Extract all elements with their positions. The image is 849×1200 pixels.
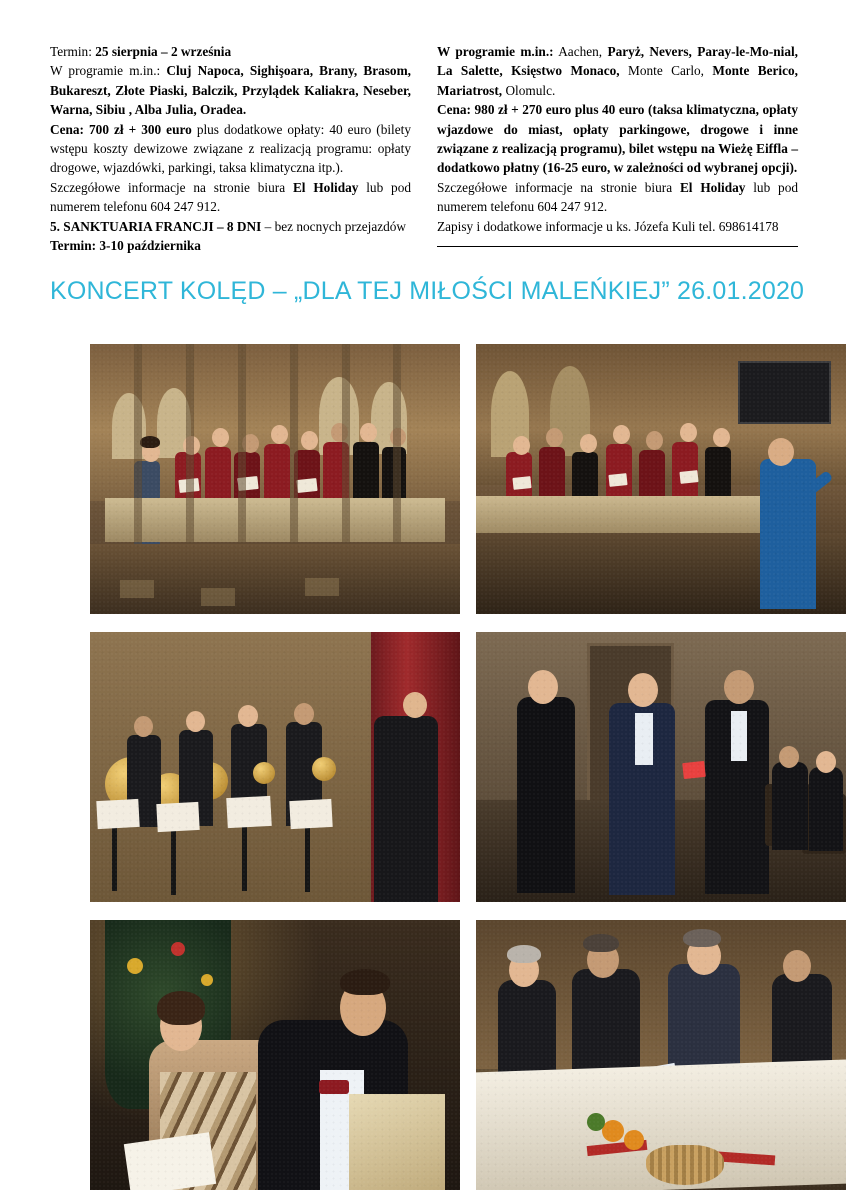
- left-column: [50, 42, 411, 255]
- photo-choir-wide: [90, 344, 460, 614]
- left-next-term-line: [50, 236, 411, 255]
- right-info-line: [437, 178, 798, 217]
- left-program-value: Cluj Napoca, Sighişoara, Brany, Brasom, Bukareszt, Złote Piaski, Balczik, Przylądek Kaliakra, Neseber, Warna, Sibiu , Alba Julia, Oradea.: [50, 63, 411, 118]
- right-info-pre: Szczegółowe informacje na stronie biura: [437, 179, 673, 195]
- left-price-label: Cena:: [50, 121, 84, 137]
- right-program-plain-c: Olomulc.: [505, 82, 556, 98]
- left-info-office: El Holiday: [292, 179, 359, 195]
- left-next-term-value: 3-10 października: [99, 238, 201, 254]
- left-price-line: [50, 120, 411, 178]
- left-price-rest: plus dodatkowe opłaty: 40 euro (bilety wstępu koszty dewizowe związane z realizacją programu: opłaty drogowe, wjazdówki, parkingi, taksa klimatyczna itp.).: [50, 121, 411, 176]
- left-next-trip-note: – bez nocnych przejazdów: [264, 218, 407, 234]
- left-term-line: [50, 42, 411, 61]
- left-term-label: Termin:: [50, 44, 92, 59]
- right-program-plain-b: Monte Carlo,: [628, 63, 704, 79]
- left-info-line: [50, 178, 411, 217]
- left-next-trip-title: 5. SANKTUARIA FRANCJI – 8 DNI: [50, 218, 262, 234]
- right-column: [437, 42, 798, 247]
- left-program-label: W programie m.in.:: [50, 63, 161, 79]
- photo-couple-gift: [90, 920, 460, 1190]
- right-info-post: lub pod numerem telefonu 604 247 912.: [437, 179, 798, 215]
- right-program-label: W programie m.in.:: [437, 44, 554, 59]
- section-heading: KONCERT KOLĘD – „DLA TEJ MIŁOŚCI MALEŃKIEJ” 26.01.2020: [50, 277, 805, 306]
- photo-choir-conductor: [476, 344, 846, 614]
- right-program-bold-c: Monte Berico, Mariatrost,: [437, 63, 799, 98]
- right-price-value: 980 zł + 270 euro plus 40 euro (taksa klimatyczna, opłaty wjazdowe do miast, opłaty parkingowe, drogowe i inne związane z realizacją programu), bilet wstępu na Wieżę Eiffla – dodatkowo płatny (16-25 euro, w zależności od wybranej opcji).: [437, 102, 798, 176]
- right-program-bold-b: Paryż, Nevers, Paray-le-Mo-nial, La Salette, Księstwo Monaco,: [437, 44, 799, 79]
- left-next-term-label: Termin:: [50, 238, 97, 254]
- right-info-office: El Holiday: [679, 179, 746, 195]
- right-price-label: Cena:: [437, 102, 471, 118]
- photo-guests-table: [476, 920, 846, 1190]
- left-price-value: 700 zł + 300 euro: [89, 121, 192, 137]
- left-info-pre: Szczegółowe informacje na stronie biura: [50, 179, 286, 195]
- left-info-post: lub pod numerem telefonu 604 247 912.: [50, 179, 411, 215]
- right-signup-line: Zapisy i dodatkowe informacje u ks. Józefa Kuli tel. 698614178: [437, 218, 779, 234]
- photo-grid: [50, 328, 799, 1174]
- right-price-line: [437, 100, 798, 178]
- photo-handshake: [476, 632, 846, 902]
- right-program-line: [437, 42, 798, 100]
- right-program-plain-a: Aachen,: [558, 44, 603, 59]
- left-next-trip-line: [50, 217, 411, 236]
- horizontal-rule: [437, 246, 798, 247]
- left-term-value: 25 sierpnia – 2 września: [95, 44, 232, 59]
- photo-brass-band: [90, 632, 460, 902]
- text-columns: [50, 42, 799, 255]
- left-program-line: [50, 61, 411, 119]
